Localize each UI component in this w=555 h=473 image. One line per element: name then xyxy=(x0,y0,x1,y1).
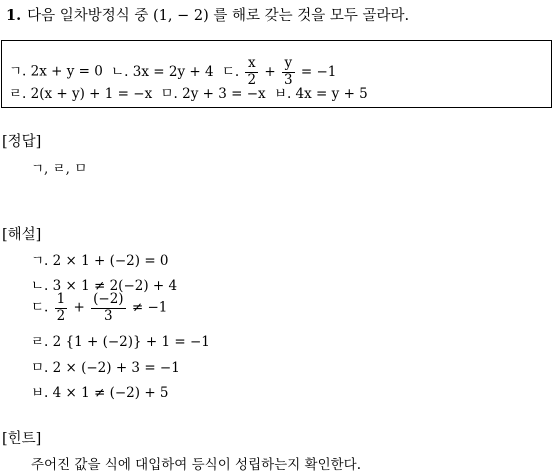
option-row-2 xyxy=(9,82,368,102)
question-line xyxy=(6,4,409,25)
fraction-numerator: 1 xyxy=(56,291,66,307)
answer-text: ㄱ, ㄹ, ㅁ xyxy=(31,161,88,177)
explanation-line-5: ㅁ. 2 × (−2) + 3 = −1 xyxy=(31,360,180,376)
explanation-line-1: ㄱ. 2 × 1 + (−2) = 0 xyxy=(31,253,169,269)
option-d: ㄹ. 2(x + y) + 1 = −x xyxy=(9,86,153,102)
explanation-line-2: ㄴ. 3 × 1 ≠ 2(−2) + 4 xyxy=(31,278,178,294)
question-number: 1. xyxy=(6,7,22,24)
explanation-line-3-prefix: ㄷ. xyxy=(31,299,53,316)
explanation-line-3-plus: + xyxy=(69,299,90,316)
option-f: ㅂ. 4x = y + 5 xyxy=(273,86,368,102)
fraction-denominator: 2 xyxy=(56,307,66,324)
explanation-fraction-neg2-over-3 xyxy=(91,292,125,324)
option-c-suffix: = −1 xyxy=(296,63,337,80)
explanation-fraction-half xyxy=(55,292,68,324)
option-e: ㅁ. 2y + 3 = −x xyxy=(160,86,266,102)
option-c-plus: + xyxy=(260,63,280,80)
option-b: ㄴ. 3x = 2y + 4 xyxy=(111,63,214,80)
option-c xyxy=(221,55,337,88)
fraction-denominator: 3 xyxy=(104,307,113,324)
hint-text: 주어진 값을 식에 대입하여 등식이 성립하는지 확인한다. xyxy=(31,457,361,473)
fraction-denominator: 2 xyxy=(247,71,257,88)
explanation-heading: [해설] xyxy=(2,227,42,243)
fraction-numerator: (−2) xyxy=(93,291,124,307)
fraction-numerator: y xyxy=(282,56,295,73)
explanation-line-3-suffix: ≠ −1 xyxy=(127,299,168,316)
fraction-numerator: x xyxy=(245,56,258,73)
explanation-line-6: ㅂ. 4 × 1 ≠ (−2) + 5 xyxy=(31,385,169,401)
question-text: 다음 일차방정식 중 (1, − 2) 를 해로 갖는 것을 모두 골라라. xyxy=(27,8,410,24)
explanation-line-3 xyxy=(31,292,167,324)
option-a: ㄱ. 2x + y = 0 xyxy=(9,63,103,80)
fraction-denominator: 3 xyxy=(283,71,293,88)
explanation-line-4: ㄹ. 2 {1 + (−2)} + 1 = −1 xyxy=(31,334,210,350)
option-c-prefix: ㄷ. xyxy=(221,63,244,80)
hint-heading: [힌트] xyxy=(2,431,42,447)
answer-heading: [정답] xyxy=(2,134,42,150)
